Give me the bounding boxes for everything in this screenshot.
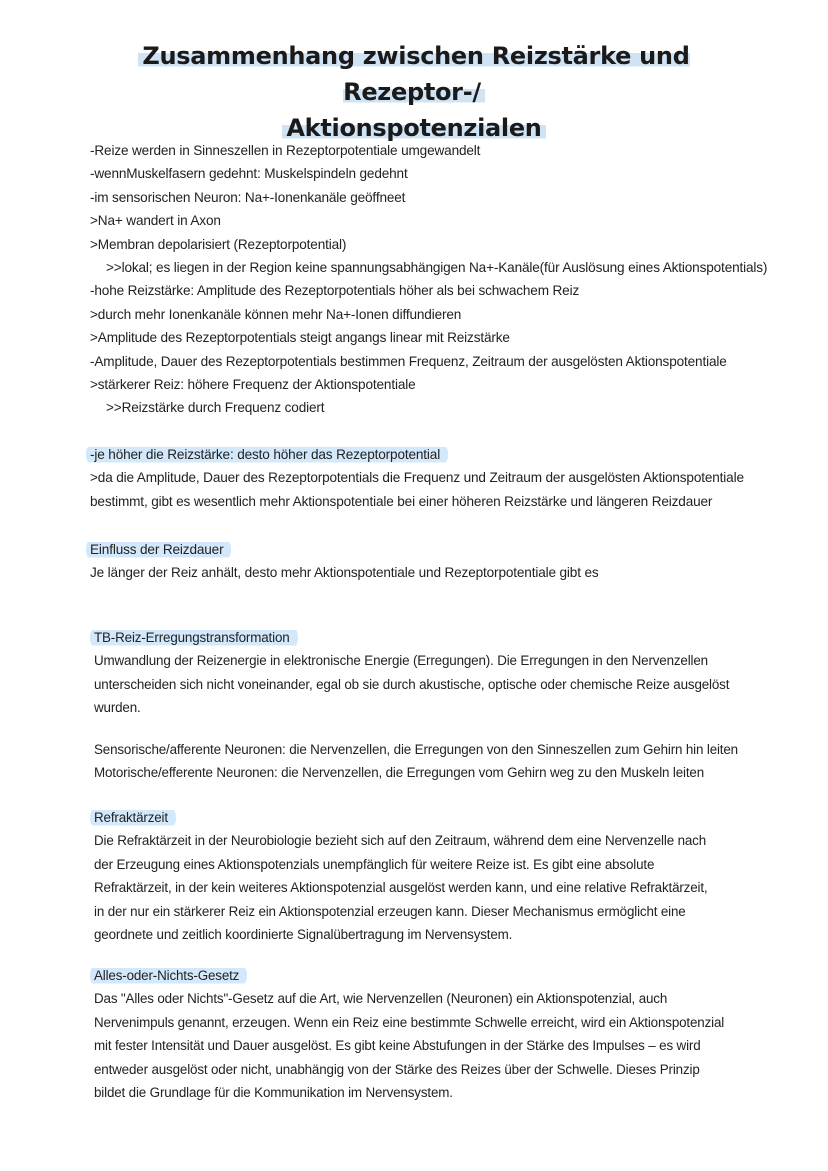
note-line: -wennMuskelfasern gedehnt: Muskelspindeln gedehnt [90,166,408,182]
paragraph-line: Umwandlung der Reizenergie in elektronische Energie (Erregungen). Die Erregungen in den Nervenzellen [94,653,708,669]
section-transformation [94,626,794,720]
note-line: -hohe Reizstärke: Amplitude des Rezeptorpotentials höher als bei schwachem Reiz [90,283,580,299]
paragraph-line: entweder ausgelöst oder nicht, unabhängig von der Stärke des Reizes über der Schwelle. Dieses Prinzip [94,1061,700,1077]
note-line: >Amplitude des Rezeptorpotentials steigt angangs linear mit Reizstärke [90,330,510,346]
section-rezeptorpotential-notes [90,139,790,420]
paragraph-line: geordnete und zeitlich koordinierte Signalübertragung im Nervensystem. [94,926,513,942]
paragraph-line: Nervenimpuls genannt, erzeugen. Wenn ein Reiz eine bestimmte Schwelle erreicht, wird ein Aktionspotenzial [94,1014,725,1030]
note-line: >>Reizstärke durch Frequenz codiert [106,400,325,416]
note-line: >>lokal; es liegen in der Region keine spannungsabhängigen Na+-Kanäle(für Auslösung eines Aktionspotentials) [106,259,768,275]
section-heading-transformation: TB-Reiz-Erregungstransformation [90,626,298,649]
paragraph-line: Das "Alles oder Nichts"-Gesetz auf die Art, wie Nervenzellen (Neuronen) ein Aktionspotenzial, auch [94,991,668,1007]
note-line: -Reize werden in Sinneszellen in Rezeptorpotentiale umgewandelt [90,143,481,158]
section-alles-oder-nichts [94,964,794,1104]
note-line: Je länger der Reiz anhält, desto mehr Aktionspotentiale und Rezeptorpotentiale gibt es [90,565,599,581]
section-heading-reizdauer: Einfluss der Reizdauer [86,538,231,561]
paragraph-line: in der nur ein stärkerer Reiz ein Aktionspotenzial erzeugen kann. Dieser Mechanismus ermöglicht eine [94,903,686,919]
section-reizdauer [90,538,790,585]
note-line: >Na+ wandert in Axon [90,213,221,229]
section-heading-refraktaerzeit: Refraktärzeit [90,806,176,829]
title-line-1: Zusammenhang zwischen Reizstärke und Rezeptor-/ [138,42,689,106]
note-line: -Amplitude, Dauer des Rezeptorpotentials bestimmen Frequenz, Zeitraum der ausgelösten Aktionspotentiale [90,353,727,369]
section-reizstaerke [90,443,790,513]
paragraph-line: Die Refraktärzeit in der Neurobiologie bezieht sich auf den Zeitraum, während dem eine Nervenzelle nach [94,833,707,849]
note-line: bestimmt, gibt es wesentlich mehr Aktionspotentiale bei einer höheren Reizstärke und längeren Reizdauer [90,493,713,509]
section-heading-reizstaerke: -je höher die Reizstärke: desto höher das Rezeptorpotential [86,443,448,466]
note-line: >Membran depolarisiert (Rezeptorpotential) [90,236,347,252]
note-line: >durch mehr Ionenkanäle können mehr Na+-Ionen diffundieren [90,306,462,322]
section-refraktaerzeit [94,806,794,946]
paragraph-line: wurden. [94,700,141,716]
section-heading-alles-oder-nichts: Alles-oder-Nichts-Gesetz [90,964,247,987]
paragraph-line: Sensorische/afferente Neuronen: die Nervenzellen, die Erregungen von den Sinneszellen zum Gehirn hin leiten [94,742,738,757]
title-line-2: Aktionspotenzialen [282,114,545,142]
paragraph-line: Refraktärzeit, in der kein weiteres Aktionspotenzial ausgelöst werden kann, und eine relative Refraktärzeit, [94,880,708,896]
paragraph-line: mit fester Intensität und Dauer ausgelöst. Es gibt keine Abstufungen in der Stärke des Impulses – es wird [94,1038,701,1054]
paragraph-line: unterscheiden sich nicht voneinander, egal ob sie durch akustische, optische oder chemische Reize ausgelöst [94,676,730,692]
section-neuronen [94,738,794,785]
note-line: >stärkerer Reiz: höhere Frequenz der Aktionspotentiale [90,376,416,392]
paragraph-line: Motorische/efferente Neuronen: die Nervenzellen, die Erregungen vom Gehirn weg zu den Muskeln leiten [94,765,705,781]
page-title [80,38,748,146]
paragraph-line: der Erzeugung eines Aktionspotenzials unempfänglich für weitere Reize ist. Es gibt eine absolute [94,856,655,872]
note-line: -im sensorischen Neuron: Na+-Ionenkanäle geöffneet [90,189,406,205]
note-line: >da die Amplitude, Dauer des Rezeptorpotentials die Frequenz und Zeitraum der ausgelösten Aktionspotentiale [90,470,744,486]
paragraph-line: bildet die Grundlage für die Kommunikation im Nervensystem. [94,1084,453,1100]
